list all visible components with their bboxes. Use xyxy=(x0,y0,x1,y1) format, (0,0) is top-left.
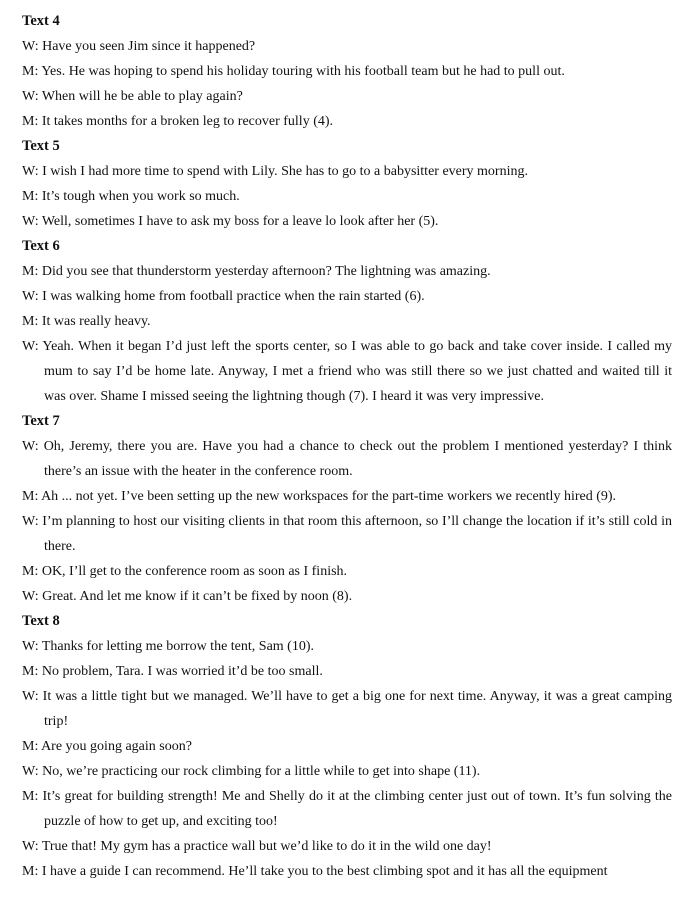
dialogue-line: M: Yes. He was hoping to spend his holiday touring with his football team but he had to pull out. xyxy=(22,64,565,79)
dialogue-line: W: Great. And let me know if it can’t be fixed by noon (8). xyxy=(22,589,353,604)
dialogue-line: M: I have a guide I can recommend. He’ll take you to the best climbing spot and it has all the equipment xyxy=(22,864,608,879)
dialogue-line: W: No, we’re practicing our rock climbing for a little while to get into shape (11). xyxy=(22,764,481,779)
dialogue-line: M: Did you see that thunderstorm yesterday afternoon? The lightning was amazing. xyxy=(22,264,491,279)
dialogue-paragraph: W: I’m planning to host our visiting clients in that room this afternoon, so I’ll change the location if it’s still cold in there. xyxy=(22,514,672,554)
section-heading-text-4: Text 4 xyxy=(22,13,60,29)
section-heading-text-8: Text 8 xyxy=(22,613,60,629)
dialogue-line: M: Ah ... not yet. I’ve been setting up the new workspaces for the part-time workers we recently hired (9). xyxy=(22,489,617,504)
dialogue-paragraph: W: Yeah. When it began I’d just left the sports center, so I was able to go back and take cover inside. I called my mum to say I’d be home late. Anyway, I met a friend who was still there so we just chatted and waited till it was over. Shame I missed seeing the lightning though (7). I heard it was very impressive. xyxy=(22,339,672,404)
dialogue-line: M: Are you going again soon? xyxy=(22,739,192,754)
dialogue-paragraph: W: It was a little tight but we managed. We’ll have to get a big one for next time. Anyway, it was a great camping trip! xyxy=(22,689,672,729)
dialogue-line: W: True that! My gym has a practice wall but we’d like to do it in the wild one day! xyxy=(22,839,492,854)
dialogue-paragraph: M: It’s great for building strength! Me and Shelly do it at the climbing center just out of town. It’s fun solving the puzzle of how to get up, and exciting too! xyxy=(22,789,672,829)
transcript-document xyxy=(22,9,672,884)
section-heading-text-7: Text 7 xyxy=(22,413,60,429)
dialogue-line: W: I wish I had more time to spend with Lily. She has to go to a babysitter every morning. xyxy=(22,164,528,179)
section-heading-text-5: Text 5 xyxy=(22,138,60,154)
dialogue-line: M: It was really heavy. xyxy=(22,314,151,329)
dialogue-line: M: No problem, Tara. I was worried it’d be too small. xyxy=(22,664,323,679)
dialogue-line: M: It’s tough when you work so much. xyxy=(22,189,240,204)
dialogue-line: W: When will he be able to play again? xyxy=(22,89,243,104)
dialogue-paragraph: W: Oh, Jeremy, there you are. Have you had a chance to check out the problem I mentioned yesterday? I think there’s an issue with the heater in the conference room. xyxy=(22,439,672,479)
dialogue-line: W: Have you seen Jim since it happened? xyxy=(22,39,256,54)
section-heading-text-6: Text 6 xyxy=(22,238,60,254)
dialogue-line: M: OK, I’ll get to the conference room as soon as I finish. xyxy=(22,564,348,579)
dialogue-line: W: I was walking home from football practice when the rain started (6). xyxy=(22,289,425,304)
dialogue-line: M: It takes months for a broken leg to recover fully (4). xyxy=(22,114,334,129)
dialogue-line: W: Thanks for letting me borrow the tent, Sam (10). xyxy=(22,639,314,654)
dialogue-line: W: Well, sometimes I have to ask my boss for a leave lo look after her (5). xyxy=(22,214,439,229)
